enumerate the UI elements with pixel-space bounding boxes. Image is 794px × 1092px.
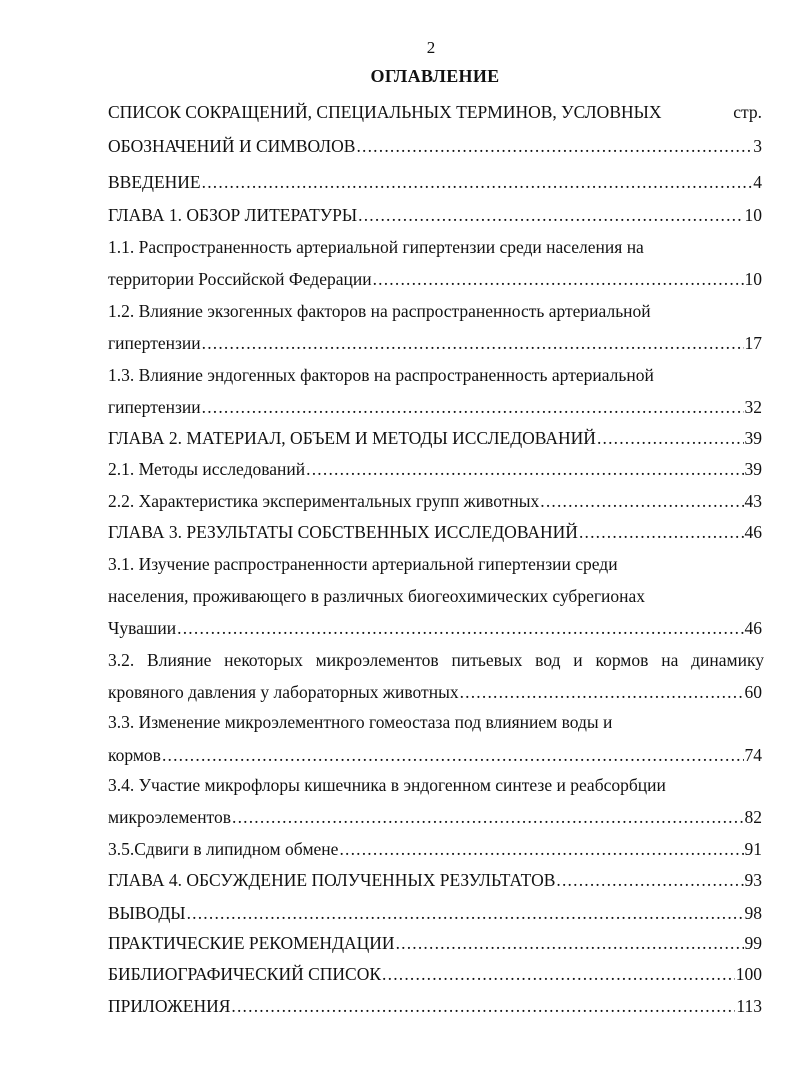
toc-page-number: 82 [744,807,762,827]
dot-leader [202,332,744,354]
toc-entry-text: ПРИЛОЖЕНИЯ [108,996,231,1016]
toc-entry-3-4-line1 [108,774,762,796]
toc-page-number: 43 [744,491,762,511]
toc-entry-text: Чувашии [108,618,177,638]
toc-entry-text: 3.4. Участие микрофлоры кишечника в эндогенном синтезе и реабсорбции [108,775,666,795]
dot-leader [382,963,735,985]
toc-entry-chapter-1[interactable] [108,204,762,226]
dot-leader [231,995,735,1017]
toc-page-number: 60 [744,682,762,702]
page-number: 2 [426,38,436,57]
dot-leader [358,204,743,226]
toc-entry-text: 3.1. Изучение распространенности артериальной гипертензии среди [108,554,618,574]
toc-entry-text: 2.2. Характеристика экспериментальных групп животных [108,491,540,511]
toc-page-number: 4 [753,172,762,192]
toc-entry-text: ПРАКТИЧЕСКИЕ РЕКОМЕНДАЦИИ [108,933,395,953]
toc-entry-1-2-line1 [108,300,762,322]
toc-entry-chapter-3[interactable] [108,521,762,543]
toc-page-number: 99 [744,933,762,953]
dot-leader [162,744,744,766]
toc-entry-3-5[interactable] [108,838,762,860]
toc-entry-3-1-line2 [108,585,762,607]
dot-leader [202,396,744,418]
toc-entry-text: 1.3. Влияние эндогенных факторов на распространенность артериальной [108,365,654,385]
toc-entry-chapter-2[interactable] [108,427,762,449]
toc-entry-text: 3.5.Сдвиги в липидном обмене [108,839,339,859]
toc-entry-text: 1.1. Распространенность артериальной гипертензии среди населения на [108,237,644,257]
toc-page-number: 74 [744,745,762,765]
toc-entry-abbreviations-line2[interactable] [108,135,762,157]
toc-entry-text: кровяного давления у лабораторных животных [108,682,459,702]
toc-entry-text: населения, проживающего в различных биогеохимических субрегионах [108,586,646,606]
toc-page-number: 93 [744,870,762,890]
toc-entry-1-3-line2[interactable] [108,396,762,418]
dot-leader [460,681,744,703]
dot-leader [177,617,743,639]
toc-entry-text: территории Российской Федерации [108,269,372,289]
dot-leader [339,838,743,860]
dot-leader [540,490,743,512]
dot-leader [232,806,744,828]
toc-entry-text: гипертензии [108,397,201,417]
toc-page-number: 10 [744,205,762,225]
toc-entry-3-2-line1 [108,649,764,671]
toc-entry-3-1-line1 [108,553,762,575]
toc-entry-text: 3.2. Влияние некоторых микроэлементов питьевых вод и кормов на динамику [108,650,764,670]
toc-entry-abbreviations-line1 [108,101,762,123]
toc-entry-3-2-line2[interactable] [108,681,762,703]
page-column-label: стр. [733,102,762,122]
dot-leader [306,458,743,480]
dot-leader [373,268,744,290]
toc-page-number: 113 [736,996,762,1016]
toc-entry-3-3-line1 [108,711,762,733]
toc-entry-bibliography[interactable] [108,963,762,985]
toc-page-number: 46 [744,618,762,638]
toc-entry-text: ГЛАВА 1. ОБЗОР ЛИТЕРАТУРЫ [108,205,358,225]
toc-page-number: 46 [744,522,762,542]
dot-leader [597,427,744,449]
dot-leader [396,932,744,954]
toc-entry-3-1-line3[interactable] [108,617,762,639]
toc-entry-text: ОБОЗНАЧЕНИЙ И СИМВОЛОВ [108,136,356,156]
dot-leader [187,902,744,924]
toc-page-number: 17 [744,333,762,353]
toc-entry-text: 2.1. Методы исследований [108,459,306,479]
dot-leader [202,171,753,193]
toc-entry-1-1-line2[interactable] [108,268,762,290]
toc-entry-text: 3.3. Изменение микроэлементного гомеостаза под влиянием воды и [108,712,613,732]
toc-entry-text: гипертензии [108,333,201,353]
toc-entry-text: ВЫВОДЫ [108,903,186,923]
toc-page-number: 91 [744,839,762,859]
toc-entry-text: БИБЛИОГРАФИЧЕСКИЙ СПИСОК [108,964,382,984]
toc-entry-1-3-line1 [108,364,762,386]
toc-entry-text: ГЛАВА 3. РЕЗУЛЬТАТЫ СОБСТВЕННЫХ ИССЛЕДОВАНИЙ [108,522,578,542]
toc-page-number: 32 [744,397,762,417]
dot-leader [356,135,752,157]
toc-entry-text: ГЛАВА 4. ОБСУЖДЕНИЕ ПОЛУЧЕННЫХ РЕЗУЛЬТАТОВ [108,870,556,890]
toc-entry-chapter-4[interactable] [108,869,762,891]
toc-entry-1-2-line2[interactable] [108,332,762,354]
toc-entry-text: ВВЕДЕНИЕ [108,172,201,192]
toc-entry-text: микроэлементов [108,807,231,827]
toc-entry-text: 1.2. Влияние экзогенных факторов на распространенность артериальной [108,301,651,321]
toc-entry-2-2[interactable] [108,490,762,512]
toc-entry-text: СПИСОК СОКРАЩЕНИЙ, СПЕЦИАЛЬНЫХ ТЕРМИНОВ, УСЛОВНЫХ [108,102,662,122]
toc-entry-appendices[interactable] [108,995,762,1017]
dot-leader [579,521,744,543]
toc-page-number: 39 [744,428,762,448]
toc-entry-1-1-line1 [108,236,762,258]
toc-entry-introduction[interactable] [108,171,762,193]
toc-page-number: 98 [744,903,762,923]
toc-entry-3-4-line2[interactable] [108,806,762,828]
toc-entry-3-3-line2[interactable] [108,744,762,766]
toc-page-number: 10 [744,269,762,289]
toc-entry-conclusions[interactable] [108,902,762,924]
toc-entry-text: кормов [108,745,161,765]
toc-entry-2-1[interactable] [108,458,762,480]
toc-page-number: 3 [753,136,762,156]
toc-entry-recommendations[interactable] [108,932,762,954]
toc-page-number: 100 [735,964,762,984]
toc-entry-text: ГЛАВА 2. МАТЕРИАЛ, ОБЪЕМ И МЕТОДЫ ИССЛЕДОВАНИЙ [108,428,596,448]
toc-page-number: 39 [744,459,762,479]
toc-title: ОГЛАВЛЕНИЕ [370,66,500,86]
dot-leader [556,869,743,891]
